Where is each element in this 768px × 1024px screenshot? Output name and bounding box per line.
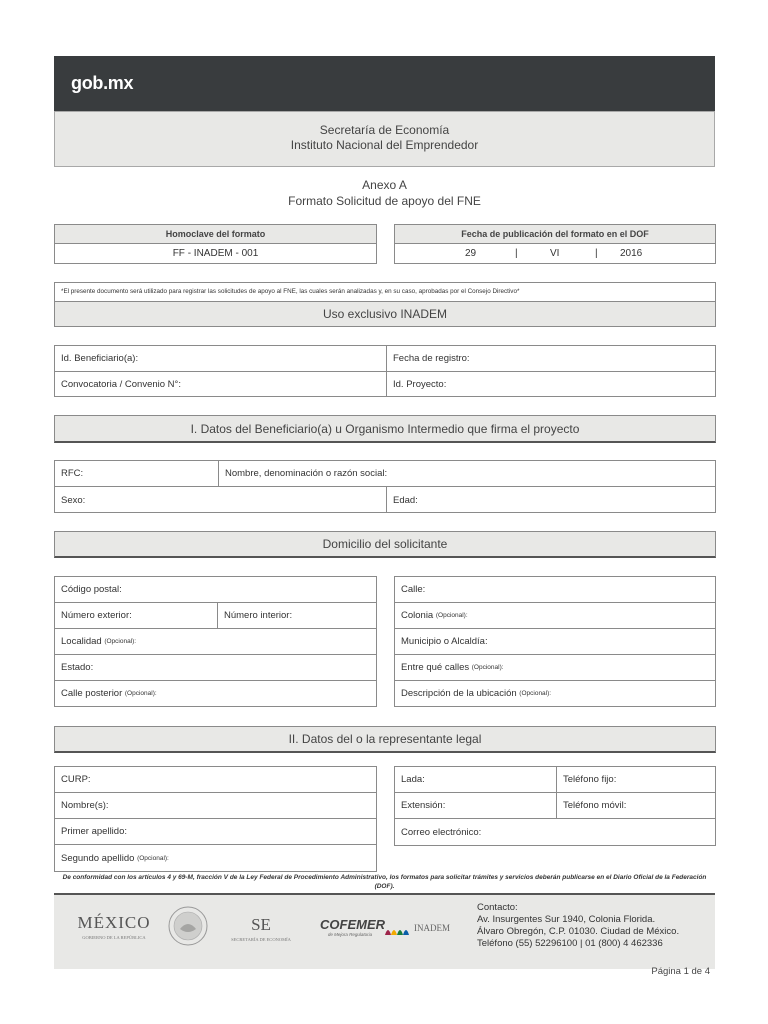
- estado-field[interactable]: Estado:: [61, 662, 94, 673]
- homoclave-label: Homoclave del formato: [54, 224, 377, 244]
- gobierno-wordmark: GOBIERNO DE LA REPÚBLICA: [82, 935, 146, 940]
- annex-heading: Anexo A: [362, 178, 407, 192]
- representante-right-table: [394, 766, 716, 846]
- annex-title: [54, 177, 715, 209]
- codigo-postal-field[interactable]: Código postal:: [61, 584, 122, 595]
- cofemer-subtitle: de Mejora Regulatoria: [327, 932, 373, 937]
- opcional-tag: (Opcional):: [104, 638, 137, 645]
- calle-posterior-label: Calle posterior: [61, 688, 123, 699]
- calle-field[interactable]: Calle:: [401, 584, 426, 595]
- nombre-razon-social-field[interactable]: Nombre, denominación o razón social:: [225, 468, 388, 479]
- localidad-field[interactable]: [55, 629, 376, 654]
- lada-field[interactable]: Lada:: [401, 774, 425, 785]
- contact-address-1: Av. Insurgentes Sur 1940, Colonia Florida.: [477, 914, 656, 925]
- numero-exterior-field[interactable]: Número exterior:: [61, 610, 132, 621]
- colonia-field[interactable]: [395, 603, 715, 628]
- fecha-registro-field[interactable]: Fecha de registro:: [393, 353, 470, 364]
- nombres-field[interactable]: Nombre(s):: [61, 800, 109, 811]
- inadem-mark-icon: [384, 922, 410, 936]
- fecha-day: 29: [465, 248, 477, 259]
- page-number: Página 1 de 4: [651, 966, 710, 977]
- contact-address-2: Álvaro Obregón, C.P. 01030. Ciudad de México.: [477, 926, 680, 937]
- opcional-tag: (Opcional):: [435, 612, 468, 619]
- header-bar: [54, 56, 715, 111]
- calle-posterior-field[interactable]: [55, 681, 376, 706]
- segundo-apellido-label: Segundo apellido: [61, 852, 135, 864]
- mexico-logo: [74, 913, 154, 940]
- colonia-label: Colonia: [401, 610, 434, 621]
- telefono-fijo-field[interactable]: Teléfono fijo:: [563, 774, 617, 785]
- seal-icon: [167, 905, 209, 947]
- mexico-wordmark: MÉXICO: [77, 913, 151, 932]
- opcional-tag: (Opcional):: [519, 690, 552, 697]
- section1-title: I. Datos del Beneficiario(a) u Organismo Intermedio que firma el proyecto: [54, 415, 716, 443]
- legal-note: De conformidad con los artículos 4 y 69-M, fracción V de la Ley Federal de Procedimiento Administrativo, los formatos para solicitar trámites y servicios deberán publicarse en el Diario Oficial de la Federación (DOF).: [62, 874, 707, 890]
- domicilio-right-table: [394, 576, 716, 707]
- curp-field[interactable]: CURP:: [61, 774, 91, 785]
- se-wordmark: SE: [251, 915, 271, 934]
- inadem-logo: [384, 921, 454, 937]
- rfc-field[interactable]: RFC:: [61, 468, 84, 479]
- extension-field[interactable]: Extensión:: [401, 800, 446, 811]
- numero-interior-field[interactable]: Número interior:: [224, 610, 293, 621]
- opcional-tag: (Opcional):: [124, 690, 157, 697]
- entre-calles-field[interactable]: [395, 655, 715, 680]
- homoclave-value: FF - INADEM - 001: [54, 243, 377, 264]
- fecha-dof-value: [394, 243, 716, 264]
- domicilio-title: Domicilio del solicitante: [54, 531, 716, 558]
- descripcion-ubicacion-field[interactable]: [395, 681, 715, 706]
- annex-subtitle: Formato Solicitud de apoyo del FNE: [288, 194, 481, 208]
- section2-title: II. Datos del o la representante legal: [54, 726, 716, 753]
- fecha-sep-1: |: [515, 248, 518, 259]
- notice-text: *El presente documento será utilizado para registrar las solicitudes de apoyo al FNE, las cuales serán analizadas y, en su caso, aprobadas por el Consejo Directivo*: [54, 282, 716, 302]
- gobmx-logo: gob.mx: [71, 73, 134, 93]
- opcional-tag: (Opcional):: [137, 854, 169, 862]
- primer-apellido-field[interactable]: Primer apellido:: [61, 826, 127, 837]
- fecha-dof-label: Fecha de publicación del formato en el DOF: [394, 224, 716, 244]
- se-subtitle: SECRETARÍA DE ECONOMÍA: [231, 937, 291, 942]
- telefono-movil-field[interactable]: Teléfono móvil:: [563, 800, 627, 811]
- fecha-month: VI: [550, 248, 560, 259]
- section1-table: [54, 460, 716, 513]
- domicilio-left-table: [54, 576, 377, 707]
- id-beneficiario-field[interactable]: Id. Beneficiario(a):: [61, 353, 139, 364]
- correo-electronico-field[interactable]: Correo electrónico:: [401, 826, 482, 838]
- municipio-field[interactable]: Municipio o Alcaldía:: [401, 636, 488, 647]
- org-line1: Secretaría de Economía: [319, 123, 450, 137]
- localidad-label: Localidad: [61, 636, 102, 647]
- cofemer-wordmark: COFEMER: [320, 917, 385, 932]
- contact-heading: Contacto:: [477, 902, 518, 913]
- inadem-title: Uso exclusivo INADEM: [54, 301, 716, 327]
- id-proyecto-field[interactable]: Id. Proyecto:: [393, 379, 447, 390]
- descripcion-label: Descripción de la ubicación: [401, 688, 517, 699]
- convocatoria-field[interactable]: Convocatoria / Convenio N°:: [61, 379, 181, 390]
- se-logo: [226, 915, 296, 942]
- opcional-tag: (Opcional):: [471, 664, 504, 671]
- cofemer-logo: [320, 917, 385, 937]
- inadem-table: [54, 345, 716, 397]
- footer: [54, 893, 715, 969]
- org-line2: Instituto Nacional del Emprendedor: [290, 138, 479, 152]
- entre-calles-label: Entre qué calles: [401, 662, 470, 673]
- edad-field[interactable]: Edad:: [393, 494, 418, 506]
- segundo-apellido-field[interactable]: [55, 845, 376, 871]
- fecha-sep-2: |: [595, 248, 598, 259]
- inadem-wordmark: INADEM: [414, 923, 450, 933]
- contact-info: [477, 902, 679, 950]
- representante-left-table: [54, 766, 377, 872]
- sexo-field[interactable]: Sexo:: [61, 494, 86, 506]
- fecha-year: 2016: [620, 248, 643, 259]
- contact-phones: Teléfono (55) 52296100 | 01 (800) 4 462336: [477, 938, 663, 949]
- org-block: [54, 111, 715, 167]
